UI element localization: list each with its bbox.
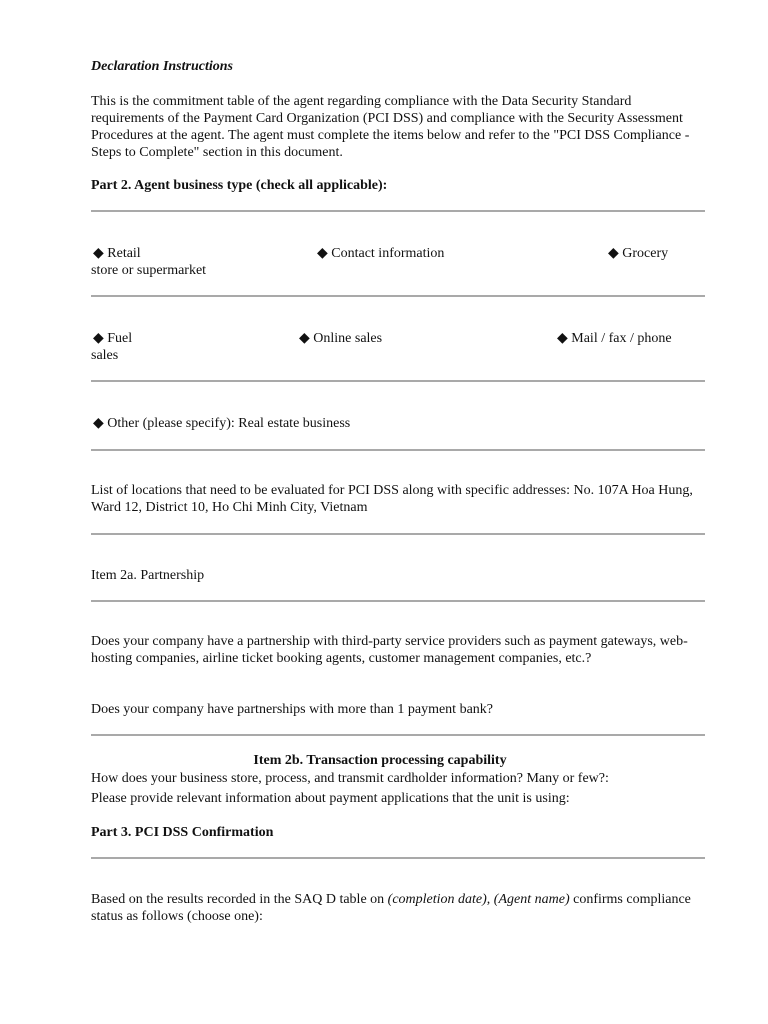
- part3-statement: [91, 891, 701, 925]
- option-grocery: ◆ Grocery: [608, 246, 669, 261]
- divider: [91, 600, 705, 602]
- declaration-heading: Declaration Instructions: [91, 59, 233, 74]
- item2a-question-banks: Does your company have partnerships with more than 1 payment bank?: [91, 702, 494, 717]
- option-other: ◆ Other (please specify): Real estate business: [93, 416, 351, 431]
- locations-text: List of locations that need to be evaluated for PCI DSS along with specific addresses: No. 107A Hoa Hung, Ward 12, District 10, Ho Chi Minh City, Vietnam: [91, 483, 693, 515]
- option-contact-information: ◆ Contact information: [317, 246, 445, 261]
- part3-heading: Part 3. PCI DSS Confirmation: [91, 825, 274, 840]
- divider: [91, 449, 705, 451]
- item2a-question-partnership: Does your company have a partnership with third-party service providers such as payment gateways, web-hosting companies, airline ticket booking agents, customer management companies, etc.?: [91, 634, 688, 666]
- part3-text-before: Based on the results recorded in the SAQ D table on: [91, 892, 388, 907]
- part3-separator: ,: [486, 892, 494, 907]
- option-retail: ◆ Retail: [93, 246, 141, 261]
- divider: [91, 533, 705, 535]
- divider: [91, 380, 705, 382]
- divider: [91, 295, 705, 297]
- option-retail-continued: store or supermarket: [91, 263, 207, 278]
- item2b-heading: Item 2b. Transaction processing capability: [253, 753, 507, 768]
- option-online-sales: ◆ Online sales: [299, 331, 383, 346]
- item2b-question-cardholder: How does your business store, process, and transmit cardholder information? Many or few?:: [91, 771, 609, 786]
- agent-name-placeholder: (Agent name): [493, 892, 570, 907]
- part2-heading: Part 2. Agent business type (check all applicable):: [91, 178, 388, 193]
- divider: [91, 857, 705, 859]
- item2b-question-payment-apps: Please provide relevant information about payment applications that the unit is using:: [91, 791, 570, 806]
- divider: [91, 210, 705, 212]
- part3-text-after: confirms compliance status as follows (choose one):: [91, 892, 691, 924]
- divider: [91, 734, 705, 736]
- declaration-intro: This is the commitment table of the agent regarding compliance with the Data Security Standard requirements of the Payment Card Organization (PCI DSS) and compliance with the Security Assessment Procedures at the agent. The agent must complete the items below and refer to the "PCI DSS Compliance - Steps to Complete" section in this document.: [91, 94, 690, 160]
- completion-date-placeholder: (completion date): [387, 892, 487, 907]
- option-mail-fax-phone: ◆ Mail / fax / phone: [557, 331, 672, 346]
- option-fuel-continued: sales: [91, 348, 119, 363]
- item2a-heading: Item 2a. Partnership: [91, 568, 205, 583]
- option-fuel: ◆ Fuel: [93, 331, 133, 346]
